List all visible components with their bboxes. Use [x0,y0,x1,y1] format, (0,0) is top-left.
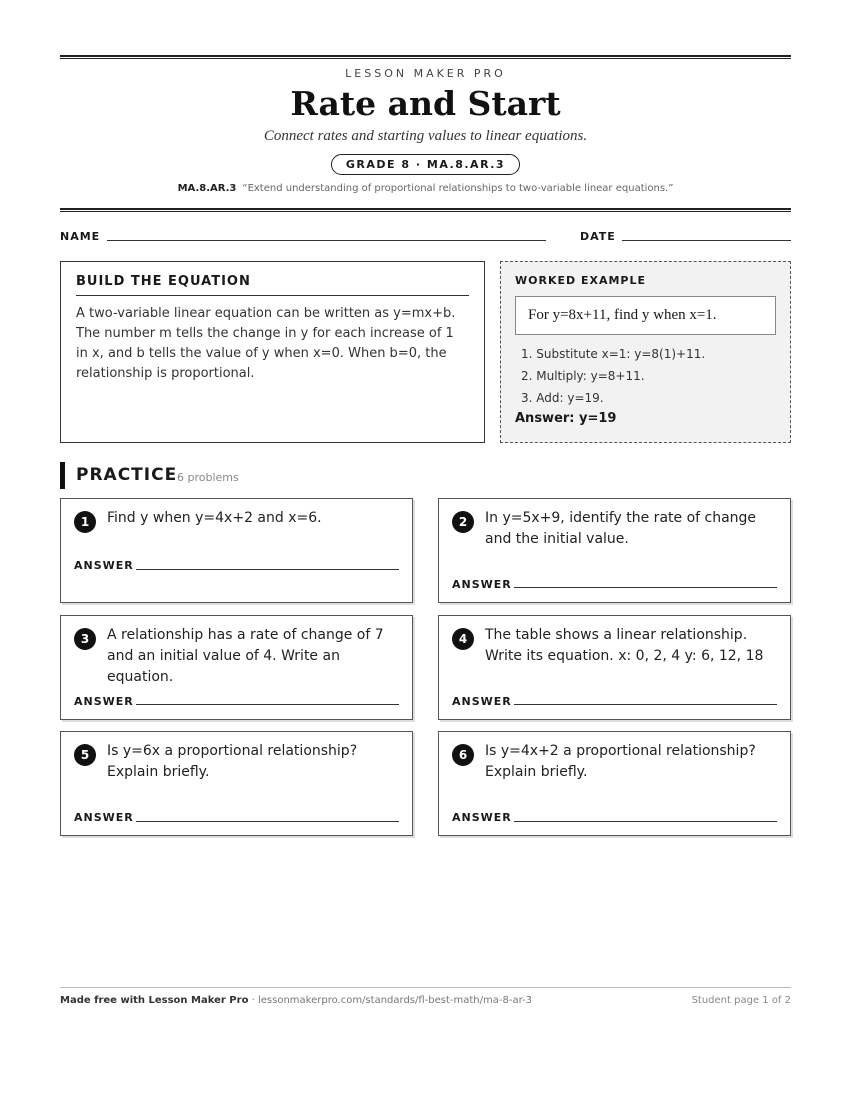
answer-field-2[interactable] [514,587,777,588]
practice-count: 6 problems [177,471,239,484]
problem-number: 2 [452,511,474,533]
standard-text: “Extend understanding of proportional relationships to two-variable linear equations.” [242,183,674,194]
problem-card-5 [60,731,413,836]
problem-text: The table shows a linear relationship. Write its equation. x: 0, 2, 4 y: 6, 12, 18 [485,627,764,664]
problem-number: 4 [452,628,474,650]
answer-field-3[interactable] [136,704,399,705]
name-field[interactable] [107,240,546,241]
build-heading: BUILD THE EQUATION [76,274,469,296]
problem-number: 1 [74,511,96,533]
problem-number: 5 [74,744,96,766]
answer-field-1[interactable] [136,569,399,570]
problem-card-4 [438,615,791,720]
date-label: DATE [580,230,616,243]
problem-card-6 [438,731,791,836]
build-equation-box [60,261,485,443]
answer-label: ANSWER [452,695,512,708]
problem-card-3 [60,615,413,720]
problem-text: A relationship has a rate of change of 7 and an initial value of 4. Write an equation. [107,627,384,685]
grade-badge: GRADE 8 · MA.8.AR.3 [331,154,520,175]
problem-text: Is y=6x a proportional relationship? Explain briefly. [107,743,358,780]
footer-made-with: Made free with Lesson Maker Pro [60,995,249,1006]
practice-title: PRACTICE [76,465,178,485]
problem-text: In y=5x+9, identify the rate of change and the initial value. [485,510,757,547]
problem-card-2 [438,498,791,603]
footer-divider [60,987,791,988]
name-label: NAME [60,230,101,243]
build-text: A two-variable linear equation can be written as y=mx+b. The number m tells the change in y for each increase of 1 in x, and b tells the value of y when x=0. When b=0, the relationship is proportional. [76,306,456,381]
top-divider [60,55,791,59]
footer-credit [60,995,532,1006]
answer-label: ANSWER [74,695,134,708]
answer-label: ANSWER [452,578,512,591]
date-field[interactable] [622,240,791,241]
page-subtitle: Connect rates and starting values to linear equations. [263,128,588,144]
worked-heading: WORKED EXAMPLE [515,274,646,287]
standard-description [60,183,791,194]
brand-name: LESSON MAKER PRO [345,67,506,80]
standard-code: MA.8.AR.3 [177,183,237,194]
header-divider [60,208,791,212]
problem-card-1 [60,498,413,603]
answer-field-5[interactable] [136,821,399,822]
footer-page-number: Student page 1 of 2 [691,995,791,1006]
answer-field-4[interactable] [514,704,777,705]
worked-problem: For y=8x+11, find y when x=1. [515,296,776,335]
practice-accent-bar [60,462,65,489]
footer-url: · lessonmakerpro.com/standards/fl-best-math/ma-8-ar-3 [248,995,533,1006]
worked-step: 2. Multiply: y=8+11. [521,369,645,383]
worked-example-box [500,261,791,443]
answer-field-6[interactable] [514,821,777,822]
worked-answer: Answer: y=19 [515,411,617,426]
answer-label: ANSWER [74,559,134,572]
answer-label: ANSWER [74,811,134,824]
problem-text: Is y=4x+2 a proportional relationship? Explain briefly. [485,743,756,780]
page-title: Rate and Start [290,84,561,123]
problem-number: 3 [74,628,96,650]
problem-text: Find y when y=4x+2 and x=6. [107,510,322,526]
worked-steps [521,343,776,409]
problem-number: 6 [452,744,474,766]
answer-label: ANSWER [452,811,512,824]
worked-step: 3. Add: y=19. [521,391,604,405]
worked-step: 1. Substitute x=1: y=8(1)+11. [521,347,706,361]
